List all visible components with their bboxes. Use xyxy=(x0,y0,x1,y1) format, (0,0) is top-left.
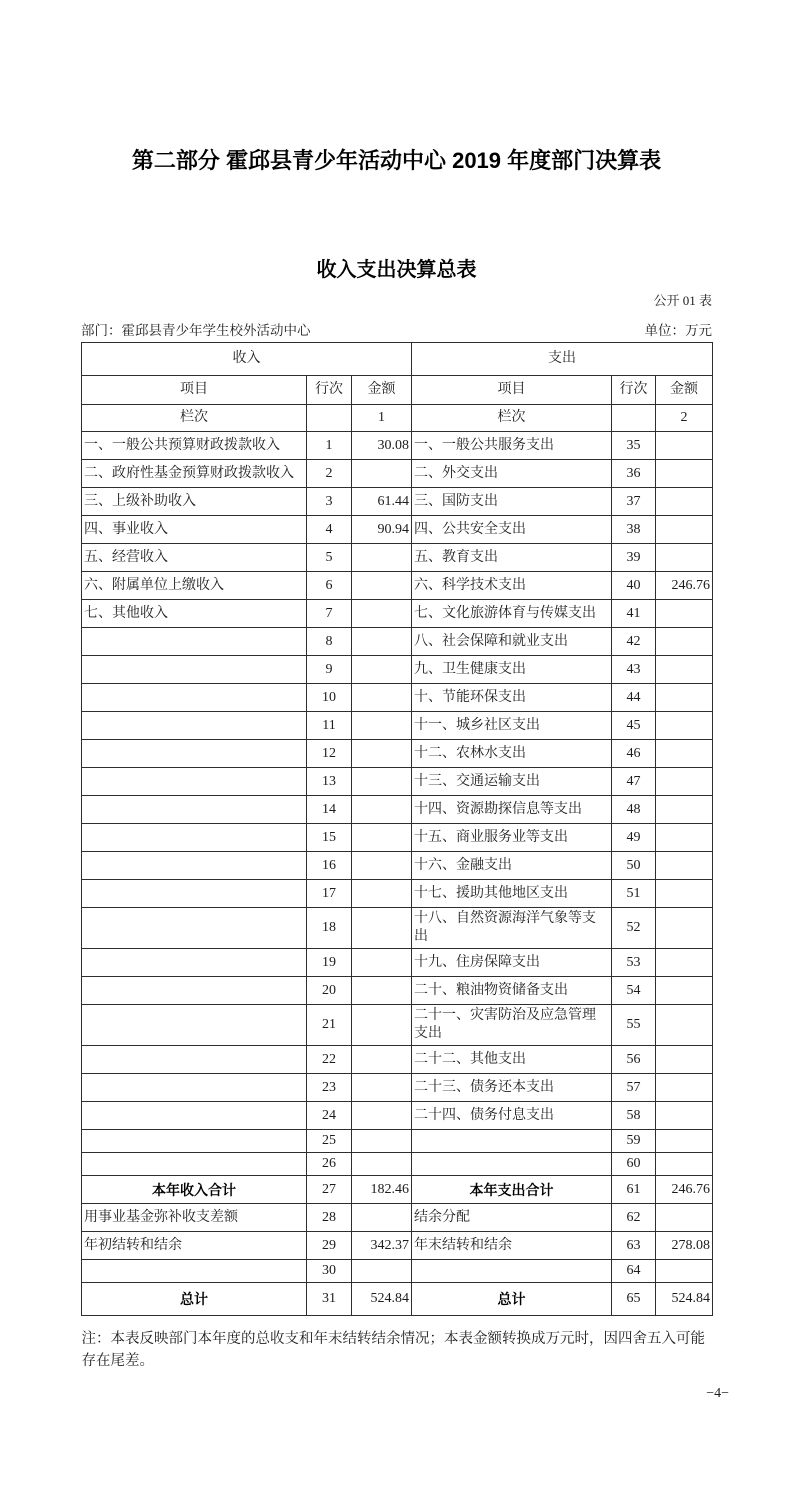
income-line-cell: 1 xyxy=(307,432,352,460)
expense-amount-cell xyxy=(656,628,713,656)
income-amount-cell xyxy=(352,712,412,740)
expense-item-cell: 二十二、其他支出 xyxy=(412,1046,612,1074)
table-row xyxy=(82,852,713,880)
income-amount-cell xyxy=(352,1153,412,1176)
income-item-cell xyxy=(82,768,307,796)
income-line-cell: 11 xyxy=(307,712,352,740)
income-amount-cell xyxy=(352,1204,412,1232)
table-row xyxy=(82,488,713,516)
income-item-cell: 七、其他收入 xyxy=(82,600,307,628)
table-row xyxy=(82,572,713,600)
expense-item-cell: 一、一般公共服务支出 xyxy=(412,432,612,460)
section-header-row xyxy=(82,343,713,376)
expense-line-cell: 41 xyxy=(612,600,656,628)
expense-item-cell: 二、外交支出 xyxy=(412,460,612,488)
expense-line-cell: 35 xyxy=(612,432,656,460)
column-number-row xyxy=(82,405,713,432)
income-line-cell: 6 xyxy=(307,572,352,600)
expense-amount-cell xyxy=(656,1074,713,1102)
income-amount-cell: 90.94 xyxy=(352,516,412,544)
income-line-cell: 24 xyxy=(307,1102,352,1130)
income-line-cell: 21 xyxy=(307,1005,352,1046)
expense-line-cell: 62 xyxy=(612,1204,656,1232)
expense-amount-cell: 278.08 xyxy=(656,1232,713,1260)
income-line-cell: 30 xyxy=(307,1260,352,1283)
expense-amount-cell xyxy=(656,712,713,740)
expense-item-cell: 十二、农林水支出 xyxy=(412,740,612,768)
expense-line-header: 行次 xyxy=(612,376,656,405)
income-line-cell: 26 xyxy=(307,1153,352,1176)
expense-line-cell: 37 xyxy=(612,488,656,516)
table-row xyxy=(82,516,713,544)
table-row xyxy=(82,544,713,572)
income-line-cell: 5 xyxy=(307,544,352,572)
expense-item-cell: 十、节能环保支出 xyxy=(412,684,612,712)
expense-item-cell: 八、社会保障和就业支出 xyxy=(412,628,612,656)
expense-amount-cell xyxy=(656,600,713,628)
table-row xyxy=(82,656,713,684)
table-sheet xyxy=(81,292,712,1372)
form-number: 公开 01 表 xyxy=(653,293,712,308)
expense-amount-cell xyxy=(656,824,713,852)
income-amount-cell: 342.37 xyxy=(352,1232,412,1260)
expense-line-cell: 58 xyxy=(612,1102,656,1130)
expense-line-cell: 44 xyxy=(612,684,656,712)
expense-amount-cell xyxy=(656,1260,713,1283)
expense-item-cell xyxy=(412,1130,612,1153)
income-item-cell xyxy=(82,949,307,977)
income-line-cell: 16 xyxy=(307,852,352,880)
expense-amount-cell xyxy=(656,488,713,516)
income-item-cell xyxy=(82,656,307,684)
income-amount-cell xyxy=(352,628,412,656)
income-line-cell: 13 xyxy=(307,768,352,796)
income-item-cell xyxy=(82,1153,307,1176)
income-amount-cell xyxy=(352,656,412,684)
income-line-cell: 18 xyxy=(307,908,352,949)
income-amount-cell xyxy=(352,1130,412,1153)
income-amount-cell: 524.84 xyxy=(352,1283,412,1316)
income-item-cell xyxy=(82,908,307,949)
table-row xyxy=(82,908,713,949)
income-item-cell xyxy=(82,1130,307,1153)
income-line-header: 行次 xyxy=(307,376,352,405)
expense-colno-value: 2 xyxy=(656,405,713,432)
expense-line-cell: 50 xyxy=(612,852,656,880)
income-line-cell: 15 xyxy=(307,824,352,852)
table-title: 收入支出决算总表 xyxy=(316,259,477,281)
expense-line-cell: 52 xyxy=(612,908,656,949)
income-amount-cell xyxy=(352,544,412,572)
income-line-cell: 19 xyxy=(307,949,352,977)
table-row xyxy=(82,628,713,656)
income-item-cell xyxy=(82,880,307,908)
income-line-cell: 12 xyxy=(307,740,352,768)
table-row xyxy=(82,1153,713,1176)
expense-amount-cell xyxy=(656,880,713,908)
expense-colno-label: 栏次 xyxy=(412,405,612,432)
income-line-cell: 17 xyxy=(307,880,352,908)
income-item-cell: 四、事业收入 xyxy=(82,516,307,544)
income-item-cell: 一、一般公共预算财政拨款收入 xyxy=(82,432,307,460)
expense-item-header: 项目 xyxy=(412,376,612,405)
expense-amount-header: 金额 xyxy=(656,376,713,405)
income-item-cell xyxy=(82,1260,307,1283)
expense-line-cell: 49 xyxy=(612,824,656,852)
income-item-cell xyxy=(82,977,307,1005)
income-amount-cell xyxy=(352,684,412,712)
expense-item-cell: 十七、援助其他地区支出 xyxy=(412,880,612,908)
income-item-cell xyxy=(82,712,307,740)
expense-amount-cell xyxy=(656,1102,713,1130)
income-item-cell xyxy=(82,1046,307,1074)
expense-amount-cell xyxy=(656,516,713,544)
income-amount-cell xyxy=(352,600,412,628)
income-amount-cell xyxy=(352,852,412,880)
income-item-cell: 用事业基金弥补收支差额 xyxy=(82,1204,307,1232)
expense-line-cell: 60 xyxy=(612,1153,656,1176)
income-line-cell: 2 xyxy=(307,460,352,488)
expense-amount-cell xyxy=(656,908,713,949)
income-item-cell xyxy=(82,1102,307,1130)
income-line-cell: 4 xyxy=(307,516,352,544)
expense-amount-cell xyxy=(656,1046,713,1074)
expense-line-cell: 38 xyxy=(612,516,656,544)
income-line-cell: 10 xyxy=(307,684,352,712)
expense-line-cell: 57 xyxy=(612,1074,656,1102)
page-number: −4− xyxy=(706,1386,729,1401)
income-expense-table xyxy=(81,342,713,1316)
table-row xyxy=(82,1005,713,1046)
expense-amount-cell: 524.84 xyxy=(656,1283,713,1316)
expense-amount-cell xyxy=(656,684,713,712)
expense-item-cell: 二十三、债务还本支出 xyxy=(412,1074,612,1102)
expense-amount-cell xyxy=(656,740,713,768)
income-amount-cell: 30.08 xyxy=(352,432,412,460)
income-amount-header: 金额 xyxy=(352,376,412,405)
income-line-cell: 7 xyxy=(307,600,352,628)
income-amount-cell xyxy=(352,460,412,488)
expense-amount-cell xyxy=(656,1005,713,1046)
expense-line-cell: 64 xyxy=(612,1260,656,1283)
expense-line-cell: 39 xyxy=(612,544,656,572)
expense-item-cell: 三、国防支出 xyxy=(412,488,612,516)
income-amount-cell xyxy=(352,1102,412,1130)
table-body xyxy=(82,432,713,1316)
unit-label: 单位：万元 xyxy=(644,323,712,338)
table-row xyxy=(82,1232,713,1260)
expense-item-cell: 十六、金融支出 xyxy=(412,852,612,880)
income-item-cell: 三、上级补助收入 xyxy=(82,488,307,516)
expense-item-cell: 结余分配 xyxy=(412,1204,612,1232)
expense-amount-cell: 246.76 xyxy=(656,572,713,600)
income-line-cell: 27 xyxy=(307,1176,352,1204)
income-colno-label: 栏次 xyxy=(82,405,307,432)
income-amount-cell xyxy=(352,740,412,768)
expense-item-cell: 四、公共安全支出 xyxy=(412,516,612,544)
income-line-cell: 31 xyxy=(307,1283,352,1316)
expense-item-cell: 十五、商业服务业等支出 xyxy=(412,824,612,852)
income-line-cell: 3 xyxy=(307,488,352,516)
expense-item-cell: 二十四、债务付息支出 xyxy=(412,1102,612,1130)
table-row xyxy=(82,949,713,977)
expense-line-cell: 47 xyxy=(612,768,656,796)
expense-item-cell: 十一、城乡社区支出 xyxy=(412,712,612,740)
expense-item-cell: 年末结转和结余 xyxy=(412,1232,612,1260)
table-row xyxy=(82,1176,713,1204)
expense-amount-cell xyxy=(656,656,713,684)
income-line-cell: 22 xyxy=(307,1046,352,1074)
income-colno-value: 1 xyxy=(352,405,412,432)
table-row xyxy=(82,880,713,908)
expense-amount-cell xyxy=(656,768,713,796)
expense-amount-cell xyxy=(656,796,713,824)
expense-item-cell: 五、教育支出 xyxy=(412,544,612,572)
table-row xyxy=(82,740,713,768)
expense-amount-cell xyxy=(656,949,713,977)
table-row xyxy=(82,712,713,740)
income-amount-cell xyxy=(352,1046,412,1074)
income-line-cell: 20 xyxy=(307,977,352,1005)
expense-item-cell: 总计 xyxy=(412,1283,612,1316)
expense-item-cell: 十三、交通运输支出 xyxy=(412,768,612,796)
table-row xyxy=(82,600,713,628)
income-line-cell: 25 xyxy=(307,1130,352,1153)
table-row xyxy=(82,684,713,712)
expense-item-cell xyxy=(412,1260,612,1283)
table-row xyxy=(82,1074,713,1102)
expense-amount-cell xyxy=(656,1204,713,1232)
expense-colno-blank xyxy=(612,405,656,432)
expense-amount-cell xyxy=(656,977,713,1005)
income-amount-cell xyxy=(352,768,412,796)
expense-line-cell: 63 xyxy=(612,1232,656,1260)
income-item-cell: 五、经营收入 xyxy=(82,544,307,572)
income-line-cell: 8 xyxy=(307,628,352,656)
income-item-cell: 本年收入合计 xyxy=(82,1176,307,1204)
table-row xyxy=(82,977,713,1005)
table-row xyxy=(82,796,713,824)
income-item-cell: 六、附属单位上缴收入 xyxy=(82,572,307,600)
income-amount-cell xyxy=(352,796,412,824)
expense-line-cell: 48 xyxy=(612,796,656,824)
income-item-cell xyxy=(82,628,307,656)
income-item-cell: 二、政府性基金预算财政拨款收入 xyxy=(82,460,307,488)
income-item-cell xyxy=(82,1005,307,1046)
income-item-cell xyxy=(82,1074,307,1102)
income-item-cell xyxy=(82,740,307,768)
income-amount-cell xyxy=(352,1074,412,1102)
income-amount-cell xyxy=(352,977,412,1005)
expense-amount-cell: 246.76 xyxy=(656,1176,713,1204)
income-line-cell: 14 xyxy=(307,796,352,824)
table-row xyxy=(82,1102,713,1130)
income-section-header: 收入 xyxy=(82,343,412,376)
expense-item-cell: 二十、粮油物资储备支出 xyxy=(412,977,612,1005)
expense-item-cell: 十四、资源勘探信息等支出 xyxy=(412,796,612,824)
expense-section-header: 支出 xyxy=(412,343,713,376)
table-row xyxy=(82,1130,713,1153)
expense-line-cell: 54 xyxy=(612,977,656,1005)
income-amount-cell: 182.46 xyxy=(352,1176,412,1204)
expense-line-cell: 53 xyxy=(612,949,656,977)
expense-line-cell: 56 xyxy=(612,1046,656,1074)
department-label: 部门：霍邱县青少年学生校外活动中心 xyxy=(81,323,311,338)
table-row xyxy=(82,1046,713,1074)
expense-line-cell: 61 xyxy=(612,1176,656,1204)
expense-item-cell: 七、文化旅游体育与传媒支出 xyxy=(412,600,612,628)
income-line-cell: 23 xyxy=(307,1074,352,1102)
income-amount-cell xyxy=(352,908,412,949)
expense-item-cell: 二十一、灾害防治及应急管理支出 xyxy=(412,1005,612,1046)
expense-item-cell: 本年支出合计 xyxy=(412,1176,612,1204)
expense-amount-cell xyxy=(656,1130,713,1153)
income-line-cell: 29 xyxy=(307,1232,352,1260)
expense-line-cell: 55 xyxy=(612,1005,656,1046)
expense-line-cell: 36 xyxy=(612,460,656,488)
income-line-cell: 9 xyxy=(307,656,352,684)
expense-amount-cell xyxy=(656,460,713,488)
income-colno-blank xyxy=(307,405,352,432)
column-header-row xyxy=(82,376,713,405)
table-row xyxy=(82,460,713,488)
income-line-cell: 28 xyxy=(307,1204,352,1232)
expense-line-cell: 46 xyxy=(612,740,656,768)
income-item-cell xyxy=(82,684,307,712)
expense-item-cell: 十九、住房保障支出 xyxy=(412,949,612,977)
income-item-cell: 总计 xyxy=(82,1283,307,1316)
expense-line-cell: 65 xyxy=(612,1283,656,1316)
meta-row xyxy=(81,322,712,340)
income-amount-cell xyxy=(352,1005,412,1046)
income-amount-cell: 61.44 xyxy=(352,488,412,516)
expense-line-cell: 59 xyxy=(612,1130,656,1153)
income-amount-cell xyxy=(352,1260,412,1283)
table-row xyxy=(82,1260,713,1283)
expense-line-cell: 40 xyxy=(612,572,656,600)
table-row xyxy=(82,1204,713,1232)
income-item-cell: 年初结转和结余 xyxy=(82,1232,307,1260)
expense-line-cell: 43 xyxy=(612,656,656,684)
table-row xyxy=(82,1283,713,1316)
expense-amount-cell xyxy=(656,852,713,880)
income-item-header: 项目 xyxy=(82,376,307,405)
expense-line-cell: 45 xyxy=(612,712,656,740)
expense-item-cell xyxy=(412,1153,612,1176)
income-amount-cell xyxy=(352,824,412,852)
expense-line-cell: 51 xyxy=(612,880,656,908)
expense-amount-cell xyxy=(656,1153,713,1176)
income-amount-cell xyxy=(352,572,412,600)
expense-item-cell: 十八、自然资源海洋气象等支出 xyxy=(412,908,612,949)
income-item-cell xyxy=(82,824,307,852)
expense-amount-cell xyxy=(656,432,713,460)
income-item-cell xyxy=(82,796,307,824)
income-amount-cell xyxy=(352,949,412,977)
table-row xyxy=(82,824,713,852)
expense-amount-cell xyxy=(656,544,713,572)
expense-item-cell: 六、科学技术支出 xyxy=(412,572,612,600)
table-row xyxy=(82,768,713,796)
footnote: 注：本表反映部门本年度的总收支和年末结转结余情况；本表金额转换成万元时，因四舍五入可能存在尾差。 xyxy=(81,1331,705,1369)
expense-item-cell: 九、卫生健康支出 xyxy=(412,656,612,684)
income-item-cell xyxy=(82,852,307,880)
expense-line-cell: 42 xyxy=(612,628,656,656)
table-row xyxy=(82,432,713,460)
income-amount-cell xyxy=(352,880,412,908)
part-title: 第二部分 霍邱县青少年活动中心 2019 年度部门决算表 xyxy=(131,148,662,173)
